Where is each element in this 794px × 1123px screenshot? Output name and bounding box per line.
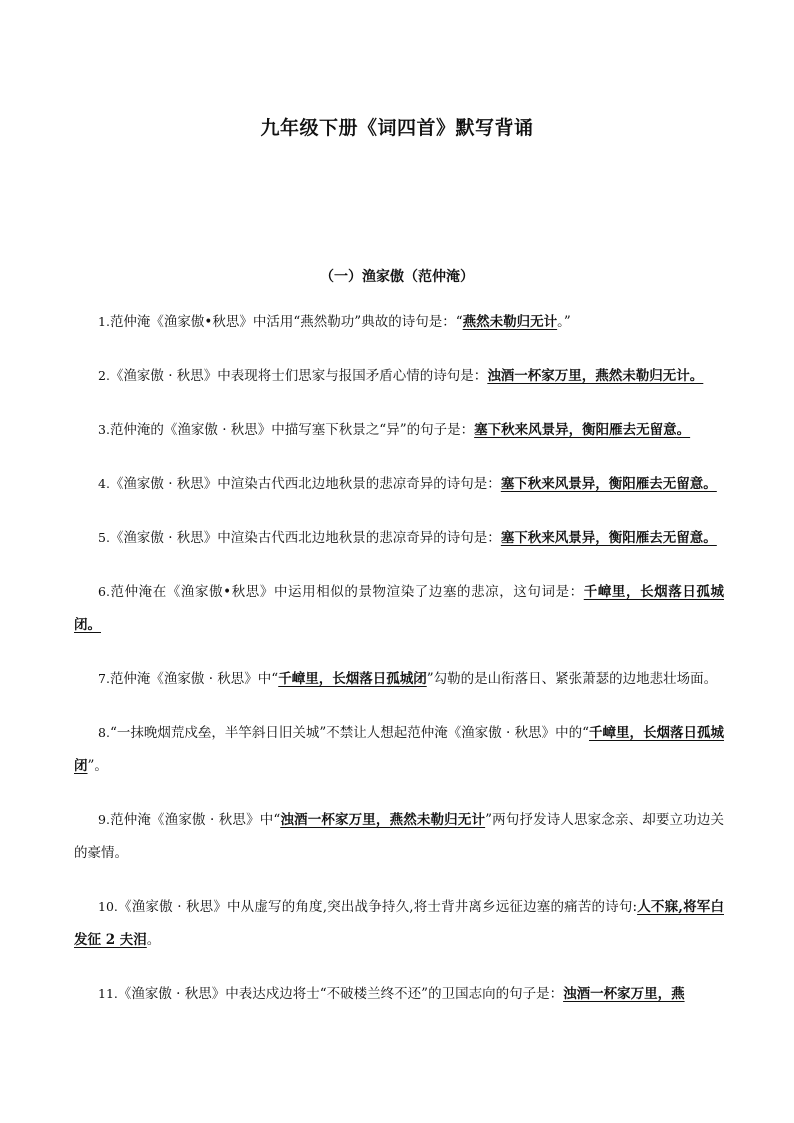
question-number: 3. <box>98 422 110 437</box>
question-item <box>74 803 724 870</box>
question-text: 《渔家傲 · 秋思》中表达戍边将士“不破楼兰终不还”的卫国志向的句子是： <box>117 986 564 1002</box>
answer-text: 塞下秋来风景异，衡阳雁去无留意。 <box>500 530 717 546</box>
document-title: 九年级下册《词四首》默写背诵 <box>260 117 534 139</box>
question-item <box>74 575 724 642</box>
answer-text: 浊酒一杯家万里，燕 <box>563 986 685 1002</box>
question-text: 范仲淹的《渔家傲 · 秋思》中描写塞下秋景之“异”的句子是： <box>109 422 475 438</box>
answer-text: 浊酒一杯家万里，燕然未勒归无计 <box>280 812 486 828</box>
question-list <box>74 305 724 1031</box>
question-text: 《渔家傲 · 秋思》中从虚写的角度,突出战争持久,将士背井离乡远征边塞的痛苦的诗句: <box>117 899 638 915</box>
question-item <box>74 977 724 1011</box>
question-number: 5. <box>98 530 110 545</box>
answer-text: 千嶂里，长烟落日孤城闭 <box>74 725 725 774</box>
question-text-end: 。 <box>146 932 161 948</box>
question-text-end: 。” <box>557 314 571 330</box>
question-number: 2. <box>98 368 110 383</box>
question-number: 9. <box>98 812 110 827</box>
answer-text: 燕然未勒归无计 <box>462 314 558 330</box>
question-number: 4. <box>98 476 110 491</box>
question-text: 范仲淹《渔家傲•秋思》中活用“燕然勒功”典故的诗句是：“ <box>109 314 463 330</box>
question-text-end: ”勾勒的是山衔落日、紧张萧瑟的边地悲壮场面。 <box>426 671 718 687</box>
question-text: 范仲淹《渔家傲 · 秋思》中“ <box>109 671 279 687</box>
question-item <box>74 521 724 555</box>
question-text: 范仲淹《渔家傲 · 秋思》中“ <box>109 812 281 828</box>
question-item <box>74 716 724 783</box>
question-number: 10. <box>98 899 118 914</box>
answer-text: 塞下秋来风景异，衡阳雁去无留意。 <box>474 422 691 438</box>
question-item <box>74 359 724 393</box>
question-text: “一抹晚烟荒戍垒，半竿斜日旧关城”不禁让人想起范仲淹《渔家傲 · 秋思》中的“ <box>109 725 590 741</box>
question-text: 《渔家傲 · 秋思》中表现将士们思家与报国矛盾心情的诗句是： <box>109 368 488 384</box>
question-number: 6. <box>98 584 110 599</box>
answer-text: 浊酒一杯家万里，燕然未勒归无计。 <box>487 368 704 384</box>
question-text-end: ”两句抒发诗人思家念亲、却要立功边关的豪情。 <box>74 812 724 861</box>
question-text: 《渔家傲 · 秋思》中渲染古代西北边地秋景的悲凉奇异的诗句是： <box>109 476 501 492</box>
question-item <box>74 413 724 447</box>
section-title: （一）渔家傲（范仲淹） <box>320 269 474 285</box>
question-number: 7. <box>98 671 110 686</box>
answer-text: 千嶂里，长烟落日孤城闭 <box>278 671 427 687</box>
question-item <box>74 305 724 339</box>
answer-text: 千嶂里，长烟落日孤城闭。 <box>74 584 725 633</box>
answer-text: 塞下秋来风景异，衡阳雁去无留意。 <box>500 476 717 492</box>
question-text-end: ”。 <box>87 758 108 774</box>
question-text: 范仲淹在《渔家傲•秋思》中运用相似的景物渲染了边塞的悲凉，这句词是： <box>109 584 584 600</box>
answer-text: 人不寐,将军白发征 2 夫泪 <box>74 899 724 948</box>
question-number: 1. <box>98 314 110 329</box>
question-item <box>74 890 724 957</box>
question-text: 《渔家傲 · 秋思》中渲染古代西北边地秋景的悲凉奇异的诗句是： <box>109 530 501 546</box>
question-number: 8. <box>98 725 110 740</box>
question-item <box>74 662 724 696</box>
question-item <box>74 467 724 501</box>
question-number: 11. <box>98 986 118 1001</box>
